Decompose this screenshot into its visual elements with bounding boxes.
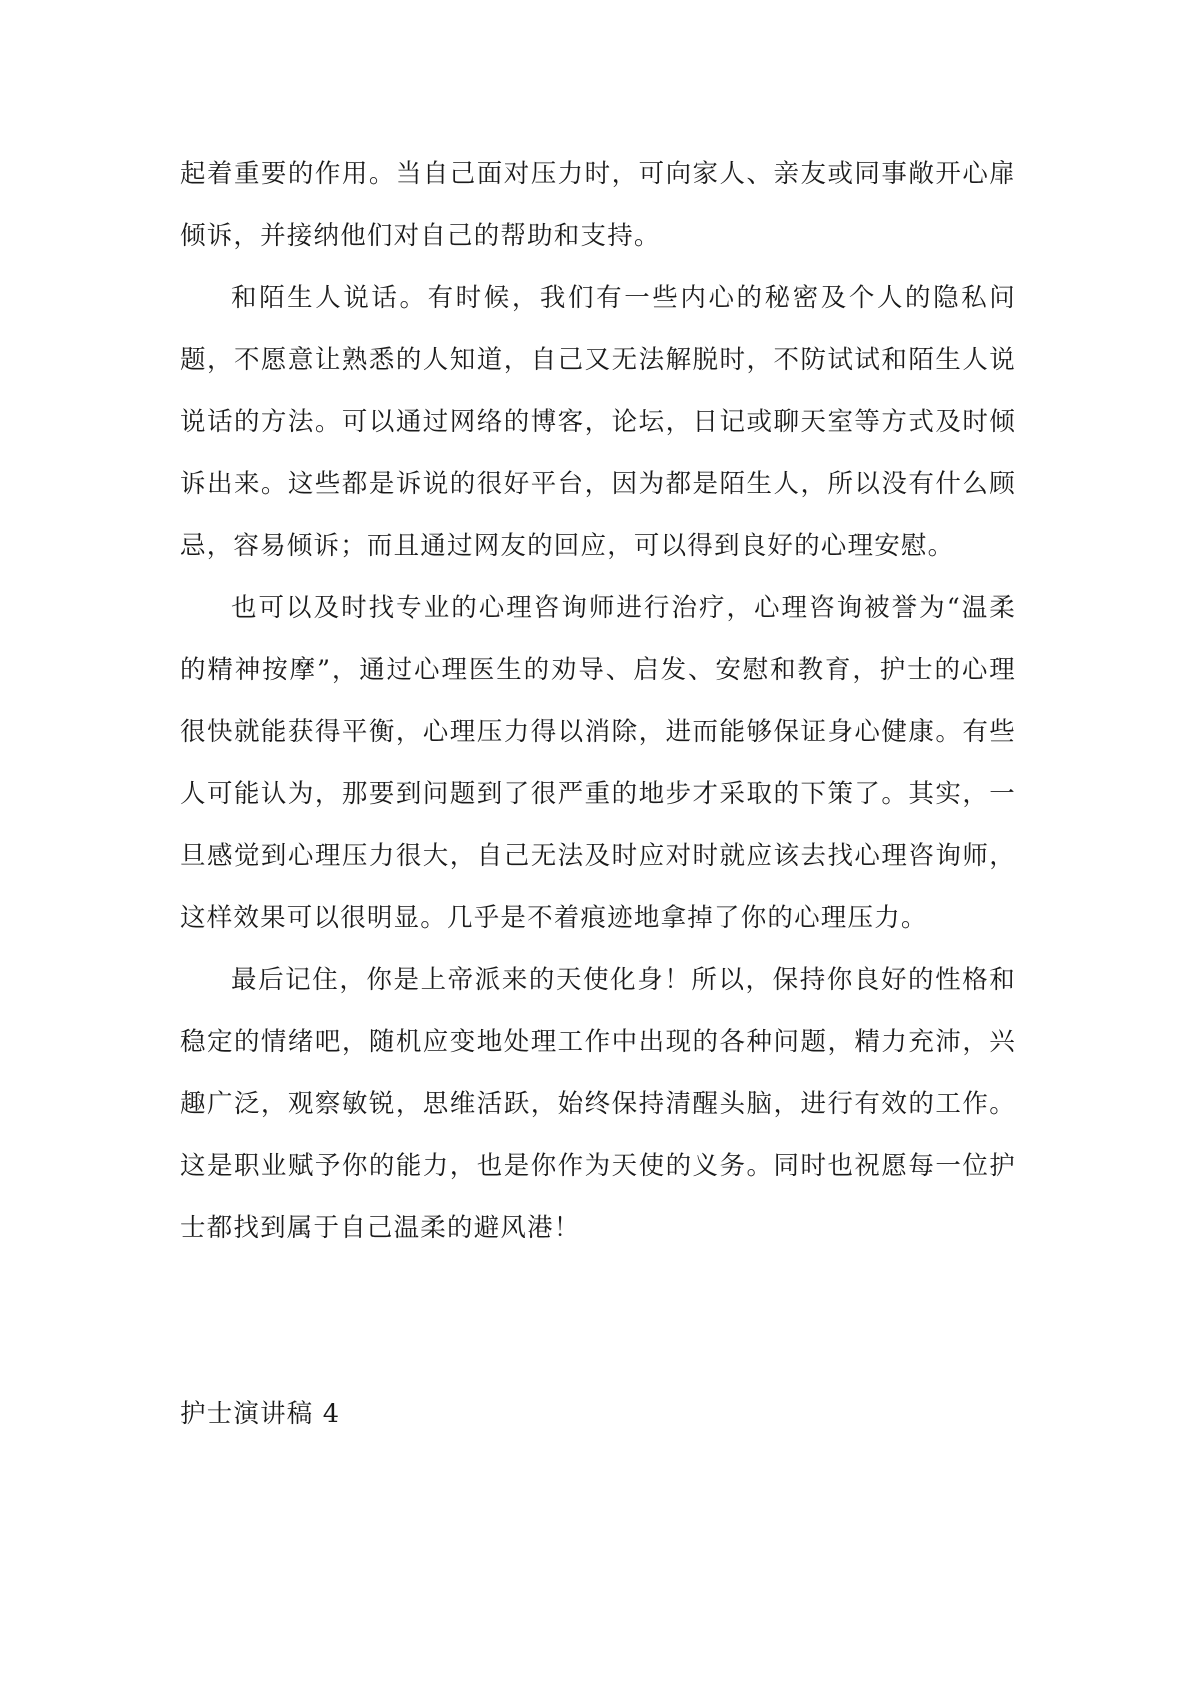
paragraph-4: 最后记住，你是上帝派来的天使化身！所以，保持你良好的性格和稳定的情绪吧，随机应变地处理工作中出现的各种问题，精力充沛，兴趣广泛，观察敏锐，思维活跃，始终保持清醒头脑，进行有效的工作。这是职业赋予你的能力，也是你作为天使的义务。同时也祝愿每一位护士都找到属于自己温柔的避风港！ [180,965,1016,1243]
paragraph-3: 也可以及时找专业的心理咨询师进行治疗，心理咨询被誉为“温柔的精神按摩”，通过心理医生的劝导、启发、安慰和教育，护士的心理很快就能获得平衡，心理压力得以消除，进而能够保证身心健康。有些人可能认为，那要到问题到了很严重的地步才采取的下策了。其实，一旦感觉到心理压力很大，自己无法及时应对时就应该去找心理咨询师，这样效果可以很明显。几乎是不着痕迹地拿掉了你的心理压力。 [180,593,1016,933]
section-heading: 护士演讲稿 4 [180,1399,341,1429]
document-body [180,143,1016,1445]
paragraph-1: 起着重要的作用。当自己面对压力时，可向家人、亲友或同事敞开心扉倾诉，并接纳他们对自己的帮助和支持。 [180,159,1016,251]
paragraph-2: 和陌生人说话。有时候，我们有一些内心的秘密及个人的隐私问题，不愿意让熟悉的人知道，自己又无法解脱时，不防试试和陌生人说说话的方法。可以通过网络的博客，论坛，日记或聊天室等方式及时倾诉出来。这些都是诉说的很好平台，因为都是陌生人，所以没有什么顾忌，容易倾诉；而且通过网友的回应，可以得到良好的心理安慰。 [180,283,1016,561]
